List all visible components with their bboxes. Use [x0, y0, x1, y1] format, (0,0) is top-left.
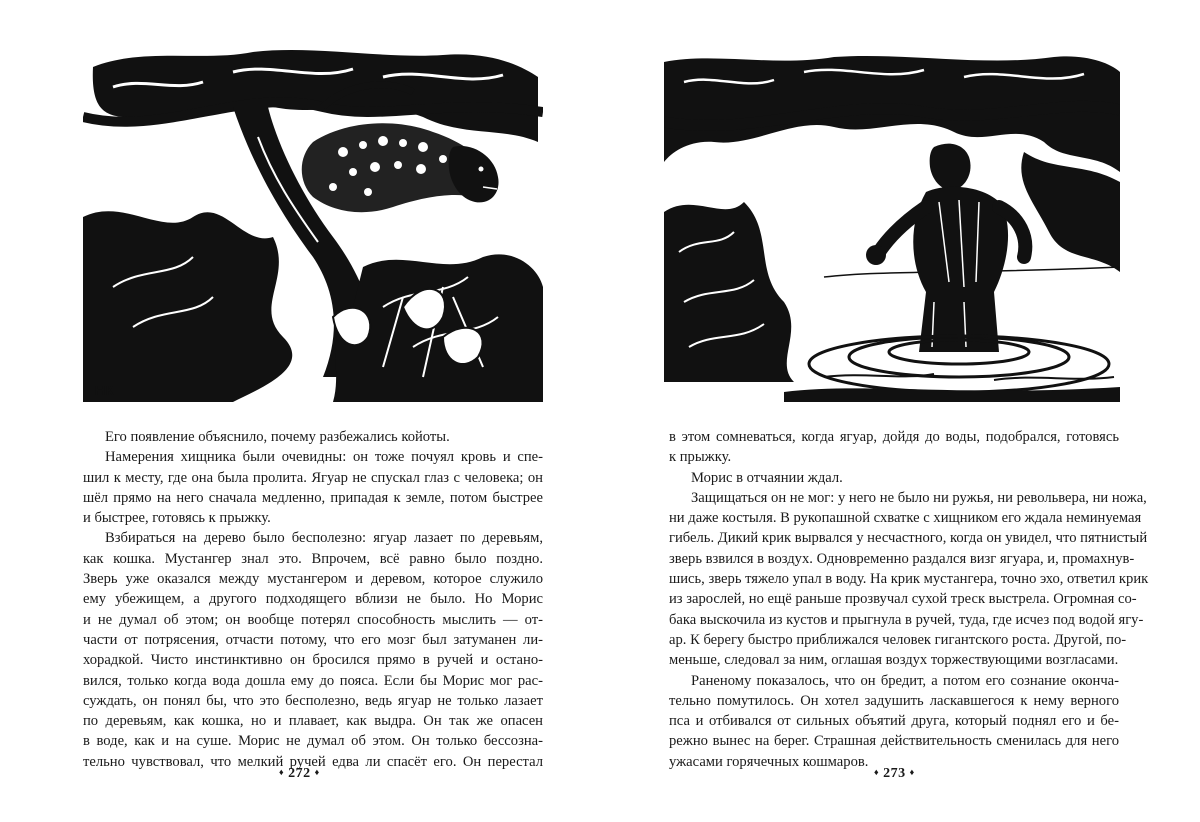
text-line: шёл прямо на него сначала медленно, припадая к земле, потом быстрее [83, 489, 543, 506]
text-line: режно вынес на берег. Страшная действительность сменилась для него [669, 733, 1119, 750]
ornament-diamond: ♦ [909, 767, 915, 777]
text-line: Защищаться он не мог: у него не было ни ружья, ни револьвера, ни ножа, [691, 489, 1147, 506]
text-line: в этом сомневаться, когда ягуар, дойдя до воды, подобрался, готовясь [669, 429, 1119, 445]
text-line: хорадкой. Чисто инстинктивно он бросился прямо в ручей и остано- [83, 652, 543, 669]
text-line: ни даже костыля. В рукопашной схватке с хищником его ждала неминуемая [669, 510, 1142, 527]
text-line: к прыжку. [669, 449, 732, 466]
ornament-diamond: ♦ [314, 767, 320, 777]
text-line: Морис в отчаянии ждал. [691, 469, 843, 486]
text-line: части от потрясения, отчасти потому, что его мозг был затуманен ли- [83, 631, 543, 648]
jaguar-illustration-drawing [83, 47, 543, 402]
paragraph [83, 528, 543, 772]
text-line: и не думал об этом; он вообще потерял способность мыслить — от- [83, 611, 543, 628]
text-line: из зарослей, но ещё раньше прозвучал сухой треск выстрела. Огромная со- [669, 591, 1137, 608]
page-number: 273 [883, 766, 906, 781]
paragraph [669, 427, 1119, 468]
text-line: как кошка. Мустангер знал это. Впрочем, всё равно было поздно. [83, 550, 543, 567]
ornament-diamond: ♦ [279, 767, 285, 777]
man-in-stream-drawing [664, 52, 1120, 402]
text-line: тельно помутилось. Он хотел задушить ласкавшегося к нему верного [669, 692, 1119, 709]
text-line: и быстрее, готовясь к прыжку. [83, 510, 271, 527]
paragraph [83, 427, 543, 447]
text-line: ар. К берегу быстро приближался человек гигантского роста. Другой, по- [669, 631, 1127, 648]
text-line: меньше, следовал за ним, оглашая воздух торжествующими возгласами. [669, 652, 1119, 669]
paragraph [669, 468, 1119, 488]
text-line: пса и отбивался от сильных объятий друга, который поднял его и бе- [669, 713, 1119, 730]
text-line: по деревьям, как кошка, но и плавает, как выдра. Он так же опасен [83, 713, 543, 730]
text-line: бака выскочила из кустов и прыгнула в ручей, туда, где исчез под водой ягу- [669, 611, 1144, 628]
text-line: Намерения хищника были очевидны: он тоже почуял кровь и спе- [105, 449, 543, 466]
paragraph [669, 671, 1119, 772]
text-line: Взбираться на дерево было бесполезно: ягуар лазает по деревьям, [105, 530, 543, 547]
jaguar-illustration [83, 47, 543, 402]
text-line: шись, зверь тяжело упал в воду. На крик мустангера, точно эхо, ответил крик [669, 571, 1149, 588]
text-line: в воде, как и на суше. Морис не думал об этом. Он только бессозна- [83, 733, 543, 750]
page-number-left [275, 766, 324, 782]
paragraph [669, 488, 1149, 671]
page-number: 272 [288, 766, 311, 781]
right-page-text [669, 427, 1149, 772]
page-number-right [870, 766, 919, 782]
artist-signature: НК [95, 382, 114, 398]
ornament-diamond: ♦ [874, 767, 880, 777]
text-line: Его появление объяснило, почему разбежались койоты. [105, 429, 450, 445]
man-in-stream-illustration [664, 52, 1120, 402]
text-line: Раненому показалось, что он бредит, а потом его сознание оконча- [691, 672, 1119, 689]
text-line: вился, только когда вода дошла ему до пояса. Если бы Морис мог рас- [83, 672, 543, 689]
text-line: зверь взвился в воздух. Одновременно раздался визг ягуара, и, промахнув- [669, 550, 1135, 567]
text-line: суждать, он понял бы, что это бесполезно, ведь ягуар не только лазает [83, 692, 543, 709]
text-line: шил к месту, где она была пролита. Ягуар не спускал глаз с человека; он [83, 469, 543, 486]
text-line: ему убежищем, а другого подходящего вблизи не было. Но Морис [83, 591, 543, 608]
text-line: ужасами горячечных кошмаров. [669, 753, 869, 770]
text-line: Зверь уже оказался между мустангером и деревом, которое служило [83, 571, 543, 588]
paragraph [83, 447, 543, 528]
left-page-text [83, 427, 543, 772]
text-line: тельно чувствовал, что мелкий ручей едва ли спасёт его. Он перестал [83, 753, 543, 770]
text-line: гибель. Дикий крик вырвался у несчастного, когда он увидел, что пятнистый [669, 530, 1148, 547]
